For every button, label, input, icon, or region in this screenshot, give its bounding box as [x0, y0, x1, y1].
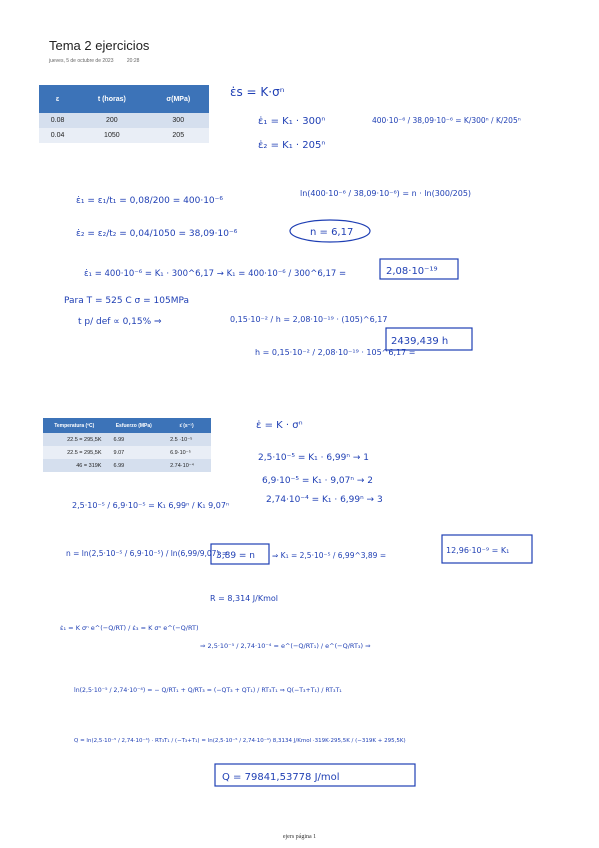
page-date: jueves, 5 de octubre de 2023	[49, 58, 114, 64]
table-cell: 0.04	[39, 128, 76, 143]
page-title: Tema 2 ejercicios	[49, 38, 150, 53]
header-cell: σ(MPa)	[148, 85, 209, 113]
note-line: ⇒ 2,5·10⁻⁵ / 2,74·10⁻⁴ = e^(−Q/RT₁) / e^(−Q/RT₃) ⇒	[200, 642, 371, 650]
note-line: 2439,439 h	[391, 336, 449, 347]
note-line: ε̇s = K·σⁿ	[230, 85, 285, 99]
table-cell: 6.99	[105, 459, 162, 472]
note-line: Para T = 525 C σ = 105MPa	[64, 296, 190, 306]
note-line: Q = 79841,53778 J/mol	[222, 772, 340, 783]
note-line: h = 0,15·10⁻² / 2,08·10⁻¹⁹ · 105^6,17 =	[255, 348, 416, 357]
table-cell: 6.99	[105, 433, 162, 446]
table-cell: 22.5 = 295,5K	[43, 433, 105, 446]
table-cell: 200	[76, 113, 147, 128]
note-line: ln(400·10⁻⁶ / 38,09·10⁻⁶) = n · ln(300/205)	[300, 189, 472, 198]
note-line: 2,5·10⁻⁵ / 6,9·10⁻⁵ = K₁ 6,99ⁿ / K₁ 9,07ⁿ	[72, 501, 230, 510]
note-line: ε̇₂ = K₁ · 205ⁿ	[258, 140, 326, 151]
note-line: ε̇₁ = K₁ · 300ⁿ	[258, 116, 326, 127]
header-cell: Temperatura (ºC)	[43, 418, 105, 433]
table-cell: 205	[148, 128, 209, 143]
table-cell: 2.5 ·10⁻⁵	[162, 433, 211, 446]
note-line: n = ln(2,5·10⁻⁵ / 6,9·10⁻⁵) / ln(6,99/9,07) =	[66, 549, 229, 558]
page-footer: ejers página 1	[282, 834, 317, 840]
note-line: ε̇₂ = ε₂/t₂ = 0,04/1050 = 38,09·10⁻⁶	[76, 229, 238, 239]
note-line: ε̇ = K · σⁿ	[256, 420, 303, 431]
header-cell: t (horas)	[76, 85, 147, 113]
table-cell: 1050	[76, 128, 147, 143]
table-cell: 22.5 = 295,5K	[43, 446, 105, 459]
note-line: 2,5·10⁻⁵ = K₁ · 6,99ⁿ → 1	[258, 453, 369, 463]
table-cell: 46 = 319K	[43, 459, 105, 472]
table-cell: 0.08	[39, 113, 76, 128]
note-line: 12,96·10⁻⁹ = K₁	[446, 546, 510, 555]
table-cell: 2.74·10⁻⁴	[162, 459, 211, 472]
note-line: 2,08·10⁻¹⁹	[386, 266, 438, 277]
header-cell: ε	[39, 85, 76, 113]
note-line: ε̇₁ = K σⁿ e^(−Q/RT) / ε̇₃ = K σⁿ e^(−Q/RT)	[60, 624, 199, 632]
note-line: t p/ def ∝ 0,15% ⇒	[78, 317, 162, 327]
note-line: R = 8,314 J/Kmol	[210, 594, 279, 603]
note-line: ln(2,5·10⁻⁵ / 2,74·10⁻⁴) = − Q/RT₁ + Q/RT₃ = (−QT₃ + QT₁) / RT₃T₁ ⇒ Q(−T₃+T₁) / RT₃T₁	[74, 687, 342, 694]
note-line: 0,15·10⁻² / h = 2,08·10⁻¹⁹ · (105)^6,17	[230, 315, 388, 324]
note-line: Q = ln(2,5·10⁻⁵ / 2,74·10⁻⁴) · RT₃T₁ / (−T₃+T₁) = ln(2,5·10⁻⁵ / 2,74·10⁻⁴) 8,3134 J/Kmol ·319K·295,5K / (−319K + 295,5K)	[74, 738, 406, 744]
table-cell: 300	[148, 113, 209, 128]
note-line: 6,9·10⁻⁵ = K₁ · 9,07ⁿ → 2	[262, 476, 373, 486]
note-line: ε̇₁ = ε₁/t₁ = 0,08/200 = 400·10⁻⁶	[76, 196, 224, 206]
note-line: ε̇₁ = 400·10⁻⁶ = K₁ · 300^6,17 → K₁ = 400·10⁻⁶ / 300^6,17 =	[84, 269, 347, 279]
table-cell: 6.9·10⁻⁵	[162, 446, 211, 459]
page-time: 20:28	[126, 58, 140, 64]
note-line: 400·10⁻⁶ / 38,09·10⁻⁶ = K/300ⁿ / K/205ⁿ	[372, 116, 521, 125]
table-cell: 9.07	[105, 446, 162, 459]
note-line: n = 6,17	[310, 227, 354, 238]
note-line: 2,74·10⁻⁴ = K₁ · 6,99ⁿ → 3	[266, 495, 383, 505]
header-cell: Esfuerzo (MPa)	[105, 418, 162, 433]
header-cell: ε̇ (s⁻¹)	[162, 418, 211, 433]
note-line: ⇒ K₁ = 2,5·10⁻⁵ / 6,99^3,89 =	[272, 551, 387, 560]
note-line: 3,89 = n	[216, 551, 256, 561]
